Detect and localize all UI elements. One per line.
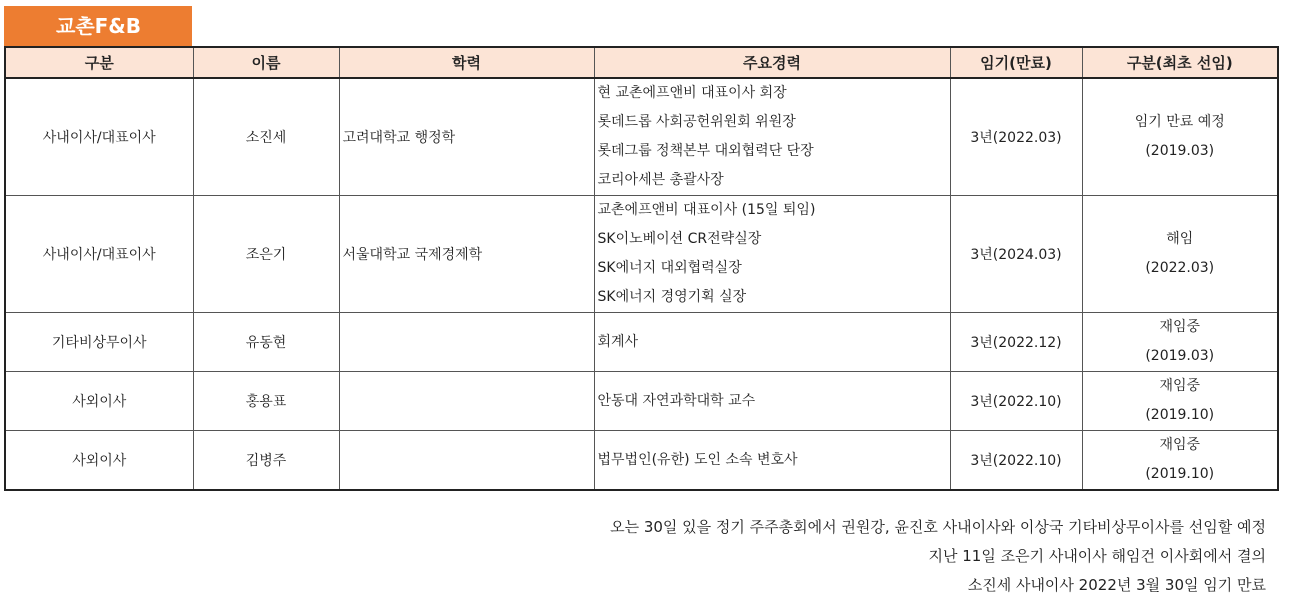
cell-education [339, 313, 594, 372]
footnote-line: 소진세 사내이사 2022년 3월 30일 임기 만료 [967, 576, 1266, 594]
career-line: 롯데드롭 사회공헌위원회 위원장 [597, 114, 796, 130]
cell-term: 3년(2022.10) [950, 372, 1082, 431]
footnote-line: 오는 30일 있을 정기 주주총회에서 권원강, 윤진호 사내이사와 이상국 기타비상무이사를 선임할 예정 [610, 518, 1266, 536]
cell-role: 기타비상무이사 [5, 313, 193, 372]
cell-status [1082, 372, 1278, 431]
footnotes [610, 513, 1266, 600]
header-category: 구분 [5, 47, 193, 78]
cell-role: 사외이사 [5, 372, 193, 431]
cell-term: 3년(2022.10) [950, 431, 1082, 491]
cell-term: 3년(2022.03) [950, 78, 1082, 196]
status-label: 재임중 [1159, 319, 1201, 335]
cell-career [594, 78, 950, 196]
career-line: SK이노베이션 CR전략실장 [597, 231, 762, 247]
cell-career [594, 313, 950, 372]
status-label: 임기 만료 예정 [1134, 114, 1225, 130]
career-line: SK에너지 경영기획 실장 [597, 289, 747, 305]
status-date: (2019.03) [1145, 143, 1215, 159]
status-date: (2019.03) [1145, 348, 1215, 364]
cell-role: 사내이사/대표이사 [5, 78, 193, 196]
cell-career [594, 431, 950, 491]
cell-status [1082, 313, 1278, 372]
cell-name: 홍용표 [193, 372, 339, 431]
section-title: 교촌F&B [4, 6, 192, 46]
status-label: 재임중 [1159, 437, 1201, 453]
cell-education [339, 372, 594, 431]
cell-name: 김병주 [193, 431, 339, 491]
cell-status [1082, 196, 1278, 313]
cell-status [1082, 431, 1278, 491]
career-line: SK에너지 대외협력실장 [597, 260, 742, 276]
header-status: 구분(최초 선임) [1082, 47, 1278, 78]
career-line: 안동대 자연과학대학 교수 [597, 392, 756, 409]
footnote-line: 지난 11일 조은기 사내이사 해임건 이사회에서 결의 [928, 547, 1266, 565]
table-header-row [5, 47, 1278, 78]
career-line: 회계사 [597, 333, 639, 350]
cell-name: 유동현 [193, 313, 339, 372]
cell-career [594, 196, 950, 313]
status-date: (2019.10) [1145, 466, 1215, 482]
header-term: 임기(만료) [950, 47, 1082, 78]
table-row [5, 196, 1278, 313]
cell-career [594, 372, 950, 431]
career-line: 코리아세븐 총괄사장 [597, 172, 724, 188]
career-line: 교촌에프앤비 대표이사 (15일 퇴임) [597, 202, 816, 218]
status-label: 재임중 [1159, 378, 1201, 394]
cell-role: 사외이사 [5, 431, 193, 491]
header-name: 이름 [193, 47, 339, 78]
cell-status [1082, 78, 1278, 196]
cell-education: 서울대학교 국제경제학 [339, 196, 594, 313]
table-row [5, 372, 1278, 431]
cell-education: 고려대학교 행정학 [339, 78, 594, 196]
table-row [5, 313, 1278, 372]
career-line: 롯데그룹 정책본부 대외협력단 단장 [597, 143, 814, 159]
header-career: 주요경력 [594, 47, 950, 78]
cell-role: 사내이사/대표이사 [5, 196, 193, 313]
cell-education [339, 431, 594, 491]
status-date: (2022.03) [1145, 260, 1215, 276]
status-label: 해임 [1166, 231, 1194, 247]
cell-name: 조은기 [193, 196, 339, 313]
career-line: 현 교촌에프앤비 대표이사 회장 [597, 85, 787, 101]
status-date: (2019.10) [1145, 407, 1215, 423]
career-line: 법무법인(유한) 도인 소속 변호사 [597, 451, 798, 468]
cell-term: 3년(2022.12) [950, 313, 1082, 372]
board-members-table [4, 46, 1279, 491]
header-education: 학력 [339, 47, 594, 78]
table-row [5, 431, 1278, 491]
cell-name: 소진세 [193, 78, 339, 196]
cell-term: 3년(2024.03) [950, 196, 1082, 313]
table-row [5, 78, 1278, 196]
